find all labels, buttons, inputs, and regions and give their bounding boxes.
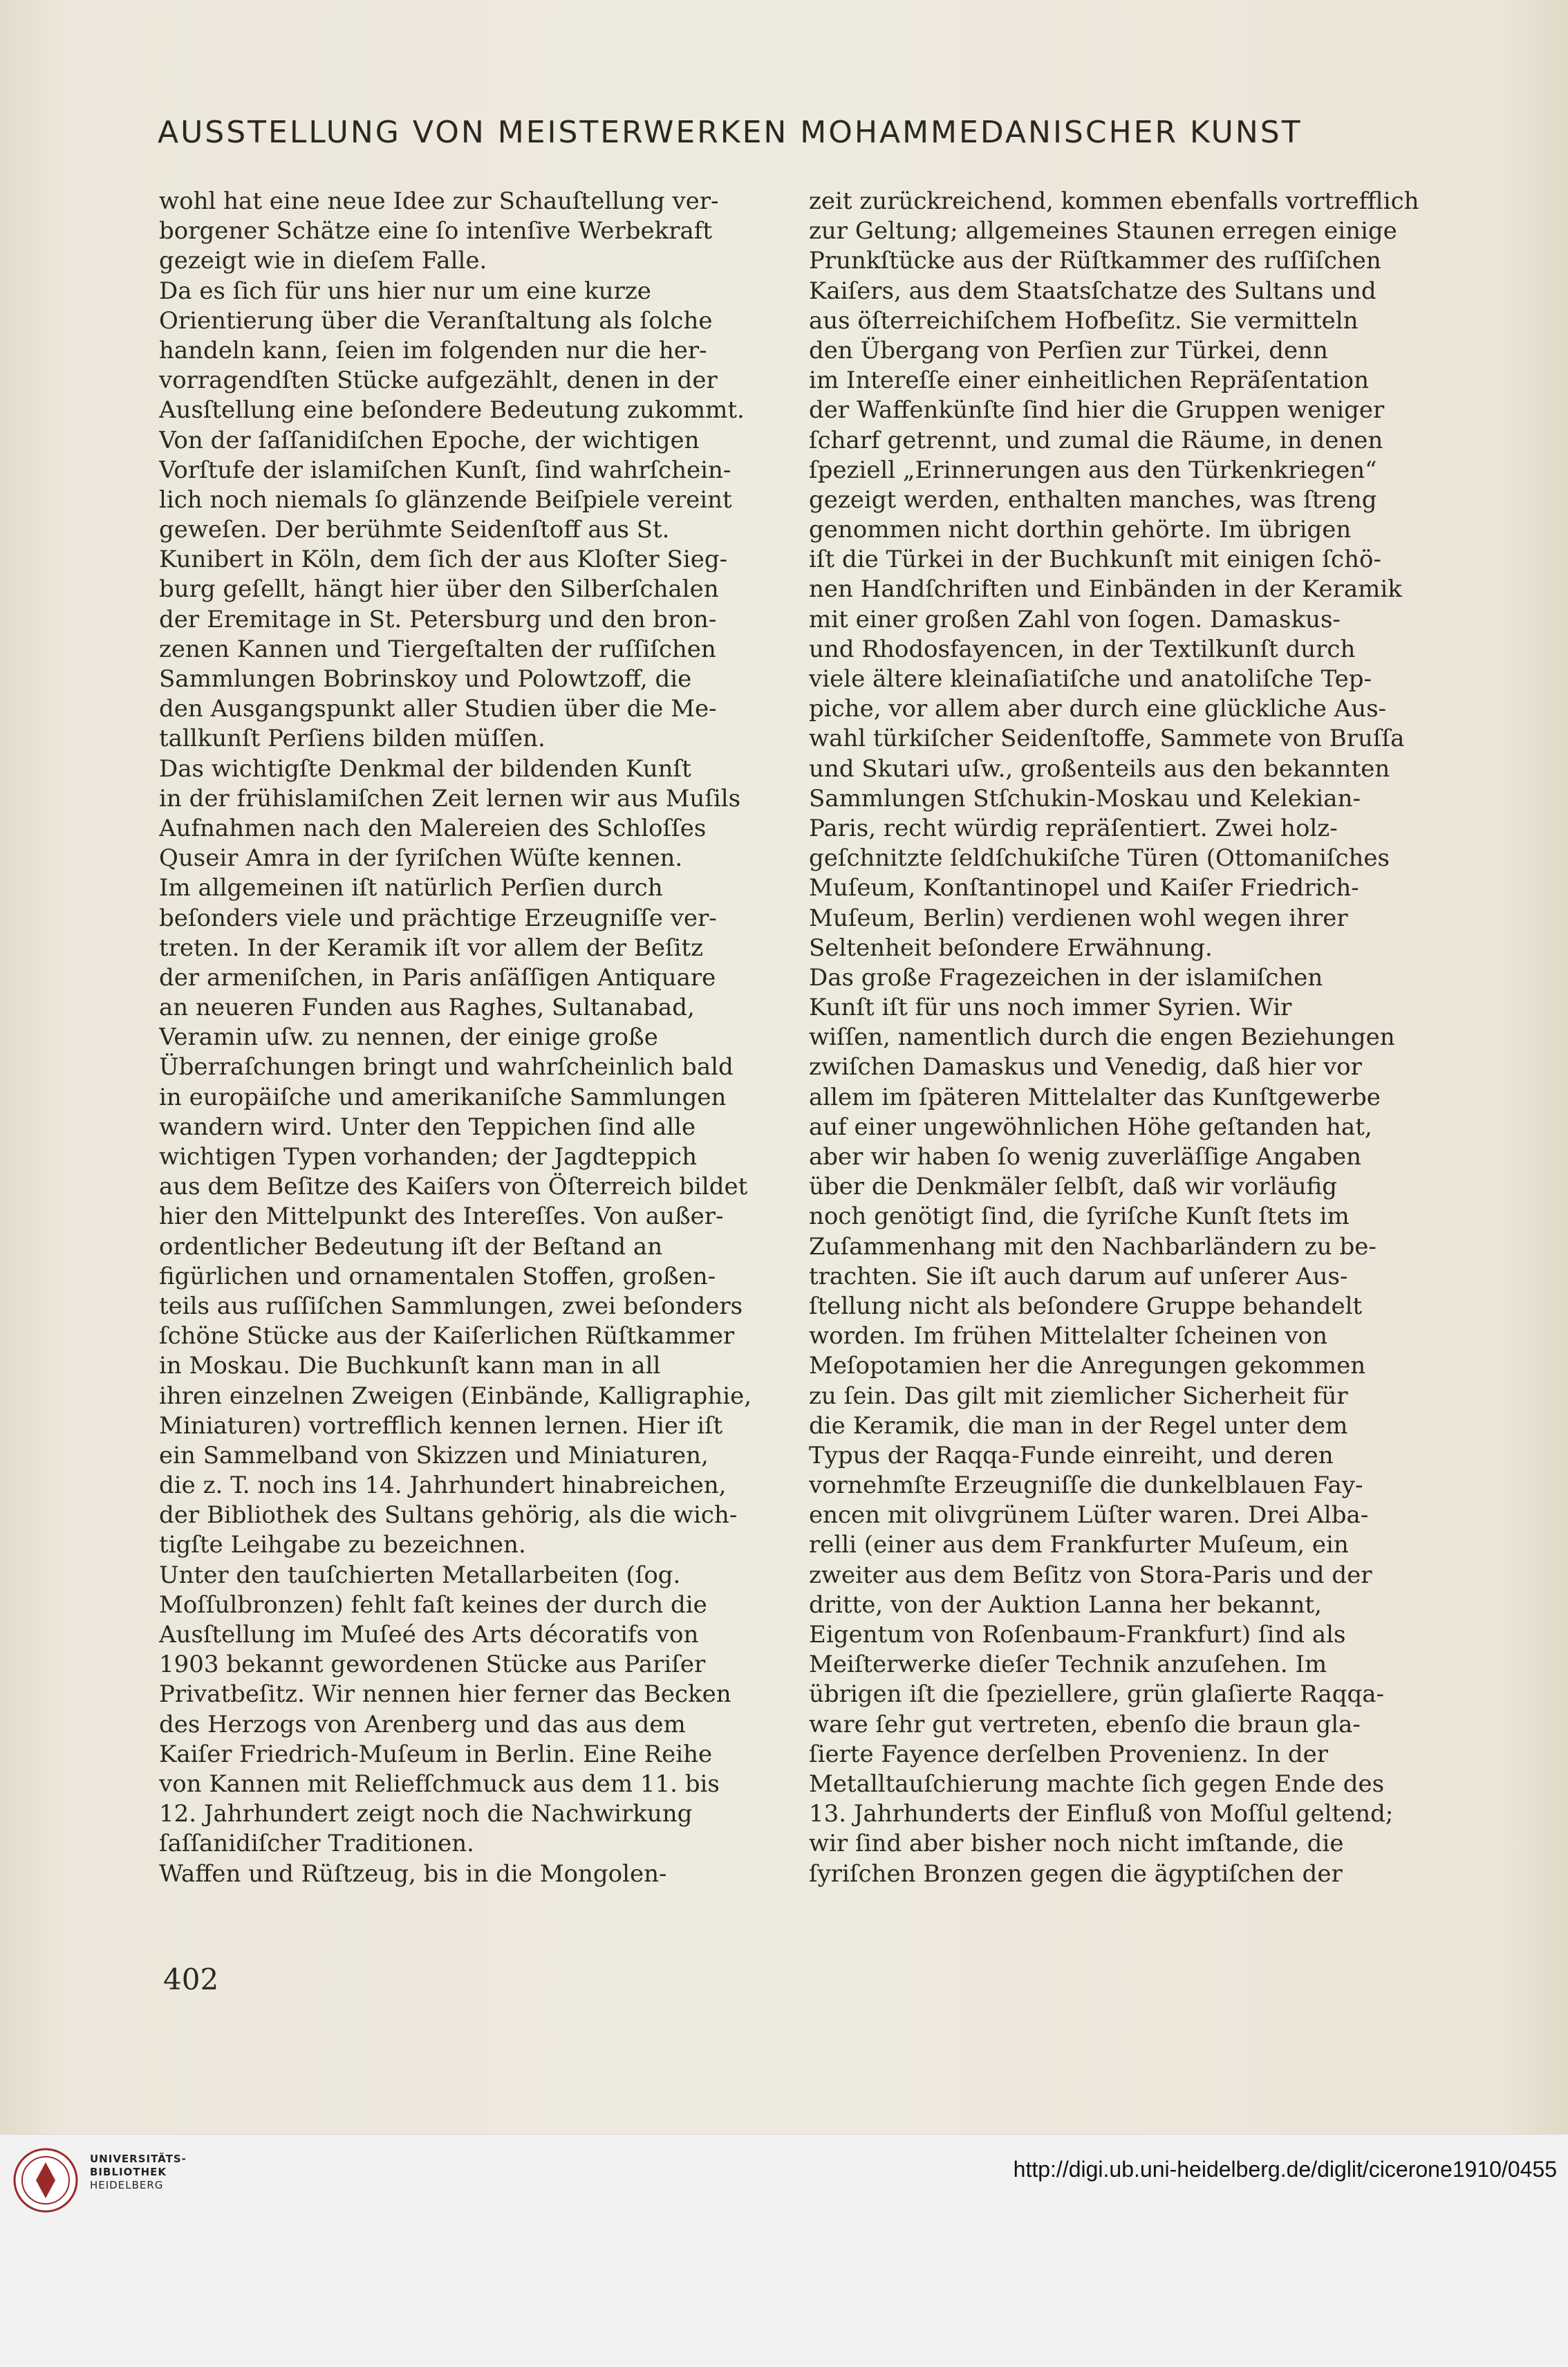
text-line: der Eremitage in St. Petersburg und den bron-	[159, 605, 717, 633]
text-line: aus dem Beſitze des Kaiſers von Öſterreich bildet	[159, 1173, 748, 1201]
text-line: und Rhodosfayencen, in der Textilkunſt durch	[809, 635, 1356, 663]
text-line: treten. In der Keramik iſt vor allem der Beſitz	[159, 934, 704, 962]
text-line: wohl hat eine neue Idee zur Schauſtellung ver-	[159, 187, 719, 215]
text-line: Kunibert in Köln, dem ſich der aus Kloſter Sieg-	[159, 546, 728, 574]
text-line: iſt die Türkei in der Buchkunſt mit einigen ſchö-	[809, 546, 1381, 574]
text-line: trachten. Sie iſt auch darum auf unſerer Aus-	[809, 1262, 1348, 1290]
text-line: Miniaturen) vortrefflich kennen lernen. Hier iſt	[159, 1411, 723, 1440]
text-line: Meiſterwerke dieſer Technik anzuſehen. Im	[809, 1651, 1327, 1679]
text-line: geweſen. Der berühmte Seidenſtoff aus St.	[159, 516, 670, 544]
text-line: ſaſſanidiſcher Traditionen.	[159, 1830, 474, 1858]
text-line: zenen Kannen und Tiergeſtalten der ruſſiſchen	[159, 635, 716, 663]
text-line: Moſſulbronzen) fehlt faſt keines der durch die	[159, 1590, 707, 1619]
text-line: Eigentum von Roſenbaum-Frankfurt) ſind als	[809, 1621, 1346, 1649]
text-line: worden. Im frühen Mittelalter ſcheinen von	[809, 1322, 1327, 1350]
text-line: tallkunſt Perſiens bilden müſſen.	[159, 725, 545, 753]
text-line: Prunkſtücke aus der Rüſtkammer des ruſſiſchen	[809, 247, 1381, 275]
text-line: vornehmſte Erzeugniſſe die dunkelblauen Fay-	[809, 1472, 1363, 1500]
page-number: 402	[163, 1962, 219, 1996]
text-line: wahl türkiſcher Seidenſtoffe, Sammete von Bruſſa	[809, 725, 1405, 753]
text-line: 1903 bekannt gewordenen Stücke aus Pariſer	[159, 1651, 706, 1679]
text-line: zweiter aus dem Beſitz von Stora-Paris und der	[809, 1561, 1372, 1589]
text-line: relli (einer aus dem Frankfurter Muſeum, ein	[809, 1531, 1349, 1559]
text-column-left	[159, 187, 772, 1889]
text-line: encen mit olivgrünem Lüſter waren. Drei Alba-	[809, 1501, 1369, 1530]
text-line: ſtellung nicht als beſondere Gruppe behandelt	[809, 1292, 1363, 1320]
text-line: lich noch niemals ſo glänzende Beiſpiele vereint	[159, 485, 732, 514]
text-line: aber wir haben ſo wenig zuverläſſige Angaben	[809, 1143, 1361, 1171]
text-line: 13. Jahrhunderts der Einfluß von Moſſul geltend;	[809, 1800, 1394, 1828]
text-line: Meſopotamien her die Anregungen gekommen	[809, 1352, 1366, 1380]
text-line: der Bibliothek des Sultans gehörig, als die wich-	[159, 1501, 738, 1530]
text-line: Seltenheit beſondere Erwähnung.	[809, 934, 1213, 962]
text-line: hier den Mittelpunkt des Intereſſes. Von außer-	[159, 1203, 724, 1231]
institution-name: UNIVERSITÄTS- BIBLIOTHEK HEIDELBERG	[90, 2153, 187, 2191]
text-line: zwiſchen Damaskus und Venedig, daß hier vor	[809, 1053, 1362, 1082]
text-line: wandern wird. Unter den Teppichen ſind alle	[159, 1113, 696, 1141]
text-line: die z. T. noch ins 14. Jahrhundert hinabreichen,	[159, 1472, 727, 1500]
text-line: wichtigen Typen vorhanden; der Jagdteppich	[159, 1143, 698, 1171]
text-line: viele ältere kleinaſiatiſche und anatoliſche Tep-	[809, 665, 1372, 693]
text-line: figürlichen und ornamentalen Stoffen, großen-	[159, 1262, 716, 1290]
text-line: Kaiſer Friedrich-Muſeum in Berlin. Eine Reihe	[159, 1740, 713, 1768]
text-line: und Skutari uſw., großenteils aus den bekannten	[809, 754, 1390, 783]
text-line: beſonders viele und prächtige Erzeugniſſe ver-	[159, 904, 717, 932]
text-line: der Waffenkünſte ſind hier die Gruppen weniger	[809, 396, 1385, 425]
text-line: Muſeum, Konſtantinopel und Kaiſer Friedrich-	[809, 874, 1359, 902]
text-line: die Keramik, die man in der Regel unter dem	[809, 1411, 1348, 1440]
footer-bar	[0, 2134, 1568, 2367]
text-line: in Moskau. Die Buchkunſt kann man in all	[159, 1352, 661, 1380]
text-line: in europäiſche und amerikaniſche Sammlungen	[159, 1083, 727, 1111]
text-line: gezeigt werden, enthalten manches, was ſtreng	[809, 485, 1377, 514]
text-line: in der frühislamiſchen Zeit lernen wir aus Muſils	[159, 784, 741, 813]
text-line: dritte, von der Auktion Lanna her bekannt,	[809, 1590, 1322, 1619]
text-line: Ausſtellung im Muſeé des Arts décoratifs von	[159, 1621, 699, 1649]
text-line: Unter den tauſchierten Metallarbeiten (ſog.	[159, 1561, 681, 1589]
text-line: Veramin uſw. zu nennen, der einige große	[159, 1023, 658, 1052]
text-line: teils aus ruſſiſchen Sammlungen, zwei beſonders	[159, 1292, 743, 1320]
text-line: übrigen iſt die ſpeziellere, grün glaſierte Raqqa-	[809, 1680, 1385, 1709]
text-line: an neueren Funden aus Raghes, Sultanabad,	[159, 994, 695, 1022]
text-line: handeln kann, ſeien im folgenden nur die her-	[159, 336, 707, 364]
text-line: ware ſehr gut vertreten, ebenſo die braun gla-	[809, 1710, 1361, 1738]
source-url[interactable]: http://digi.ub.uni-heidelberg.de/diglit/cicerone1910/0455	[1013, 2157, 1557, 2182]
text-line: genommen nicht dorthin gehörte. Im übrigen	[809, 516, 1352, 544]
text-line: auf einer ungewöhnlichen Höhe geſtanden hat,	[809, 1113, 1372, 1141]
text-line: des Herzogs von Arenberg und das aus dem	[159, 1710, 686, 1738]
text-line: Von der ſaſſanidiſchen Epoche, der wichtigen	[159, 426, 700, 454]
text-line: den Übergang von Perſien zur Türkei, denn	[809, 336, 1328, 364]
text-line: der armeniſchen, in Paris anſäſſigen Antiquare	[159, 963, 716, 992]
text-line: über die Denkmäler ſelbſt, daß wir vorläufig	[809, 1173, 1338, 1201]
text-line: Aufnahmen nach den Malereien des Schloſſes	[159, 814, 707, 842]
text-line: piche, vor allem aber durch eine glückliche Aus-	[809, 695, 1387, 723]
text-column-right	[809, 187, 1421, 1889]
text-line: ſpeziell „Erinnerungen aus den Türkenkriegen“	[809, 456, 1377, 484]
text-line: Privatbeſitz. Wir nennen hier ferner das Becken	[159, 1680, 731, 1709]
text-line: wiſſen, namentlich durch die engen Beziehungen	[809, 1023, 1395, 1052]
text-line: den Ausgangspunkt aller Studien über die Me-	[159, 695, 717, 723]
text-line: ihren einzelnen Zweigen (Einbände, Kalligraphie,	[159, 1382, 752, 1410]
text-line: allem im ſpäteren Mittelalter das Kunſtgewerbe	[809, 1083, 1381, 1111]
text-line: Paris, recht würdig repräſentiert. Zwei holz-	[809, 814, 1338, 842]
text-line: 12. Jahrhundert zeigt noch die Nachwirkung	[159, 1800, 693, 1828]
text-line: Kunſt iſt für uns noch immer Syrien. Wir	[809, 994, 1292, 1022]
text-line: Waffen und Rüſtzeug, bis in die Mongolen-	[159, 1859, 667, 1888]
text-line: wir ſind aber bisher noch nicht imſtande, die	[809, 1830, 1344, 1858]
text-line: Vorſtufe der islamiſchen Kunſt, ſind wahrſchein-	[159, 456, 731, 484]
text-line: Überraſchungen bringt und wahrſcheinlich bald	[159, 1053, 734, 1082]
text-line: Zuſammenhang mit den Nachbarländern zu be-	[809, 1232, 1376, 1261]
text-line: ſyriſchen Bronzen gegen die ägyptiſchen der	[809, 1859, 1343, 1888]
text-line: geſchnitzte ſeldſchukiſche Türen (Ottomaniſches	[809, 844, 1390, 873]
text-line: Ausſtellung eine beſondere Bedeutung zukommt.	[159, 396, 745, 425]
text-line: zeit zurückreichend, kommen ebenfalls vortrefflich	[809, 187, 1419, 215]
text-line: Das große Fragezeichen in der islamiſchen	[809, 963, 1323, 992]
text-line: ſierte Fayence derſelben Provenienz. In der	[809, 1740, 1329, 1768]
text-line: Quseir Amra in der ſyriſchen Wüſte kennen.	[159, 844, 683, 873]
text-line: ſchöne Stücke aus der Kaiſerlichen Rüſtkammer	[159, 1322, 735, 1350]
text-line: Sammlungen Stſchukin-Moskau und Kelekian-	[809, 784, 1361, 813]
text-line: Kaiſers, aus dem Staatsſchatze des Sultans und	[809, 277, 1376, 305]
text-line: Im allgemeinen iſt natürlich Perſien durch	[159, 874, 663, 902]
text-line: ein Sammelband von Skizzen und Miniaturen,	[159, 1441, 709, 1469]
text-line: Orientierung über die Veranſtaltung als ſolche	[159, 306, 713, 335]
text-line: zu ſein. Das gilt mit ziemlicher Sicherheit für	[809, 1382, 1348, 1410]
text-line: Sammlungen Bobrinskoy und Polowtzoff, die	[159, 665, 692, 693]
running-header: AUSSTELLUNG VON MEISTERWERKEN MOHAMMEDANISCHER KUNST	[158, 115, 1303, 150]
university-seal-icon	[12, 2147, 79, 2216]
text-line: Da es ſich für uns hier nur um eine kurze	[159, 277, 651, 305]
text-line: gezeigt wie in dieſem Falle.	[159, 247, 487, 275]
text-line: ſcharf getrennt, und zumal die Räume, in denen	[809, 426, 1383, 454]
text-line: aus öſterreichiſchem Hofbeſitz. Sie vermitteln	[809, 306, 1359, 335]
text-line: ordentlicher Bedeutung iſt der Beſtand an	[159, 1232, 663, 1261]
text-line: burg geſellt, hängt hier über den Silberſchalen	[159, 575, 719, 604]
text-line: noch genötigt ſind, die ſyriſche Kunſt ſtets im	[809, 1203, 1350, 1231]
text-line: tigſte Leihgabe zu bezeichnen.	[159, 1531, 526, 1559]
text-line: nen Handſchriften und Einbänden in der Keramik	[809, 575, 1402, 604]
text-line: mit einer großen Zahl von ſogen. Damaskus-	[809, 605, 1341, 633]
text-line: Typus der Raqqa-Funde einreiht, und deren	[809, 1441, 1334, 1469]
text-line: Metalltauſchierung machte ſich gegen Ende des	[809, 1770, 1385, 1798]
text-line: vorragendſten Stücke aufgezählt, denen in der	[159, 366, 718, 395]
text-line: im Intereſſe einer einheitlichen Repräſentation	[809, 366, 1369, 395]
text-line: von Kannen mit Reliefſchmuck aus dem 11. bis	[159, 1770, 720, 1798]
text-line: Muſeum, Berlin) verdienen wohl wegen ihrer	[809, 904, 1348, 932]
text-line: Das wichtigſte Denkmal der bildenden Kunſt	[159, 754, 691, 783]
text-line: borgener Schätze eine ſo intenſive Werbekraft	[159, 217, 712, 245]
text-line: zur Geltung; allgemeines Staunen erregen einige	[809, 217, 1397, 245]
